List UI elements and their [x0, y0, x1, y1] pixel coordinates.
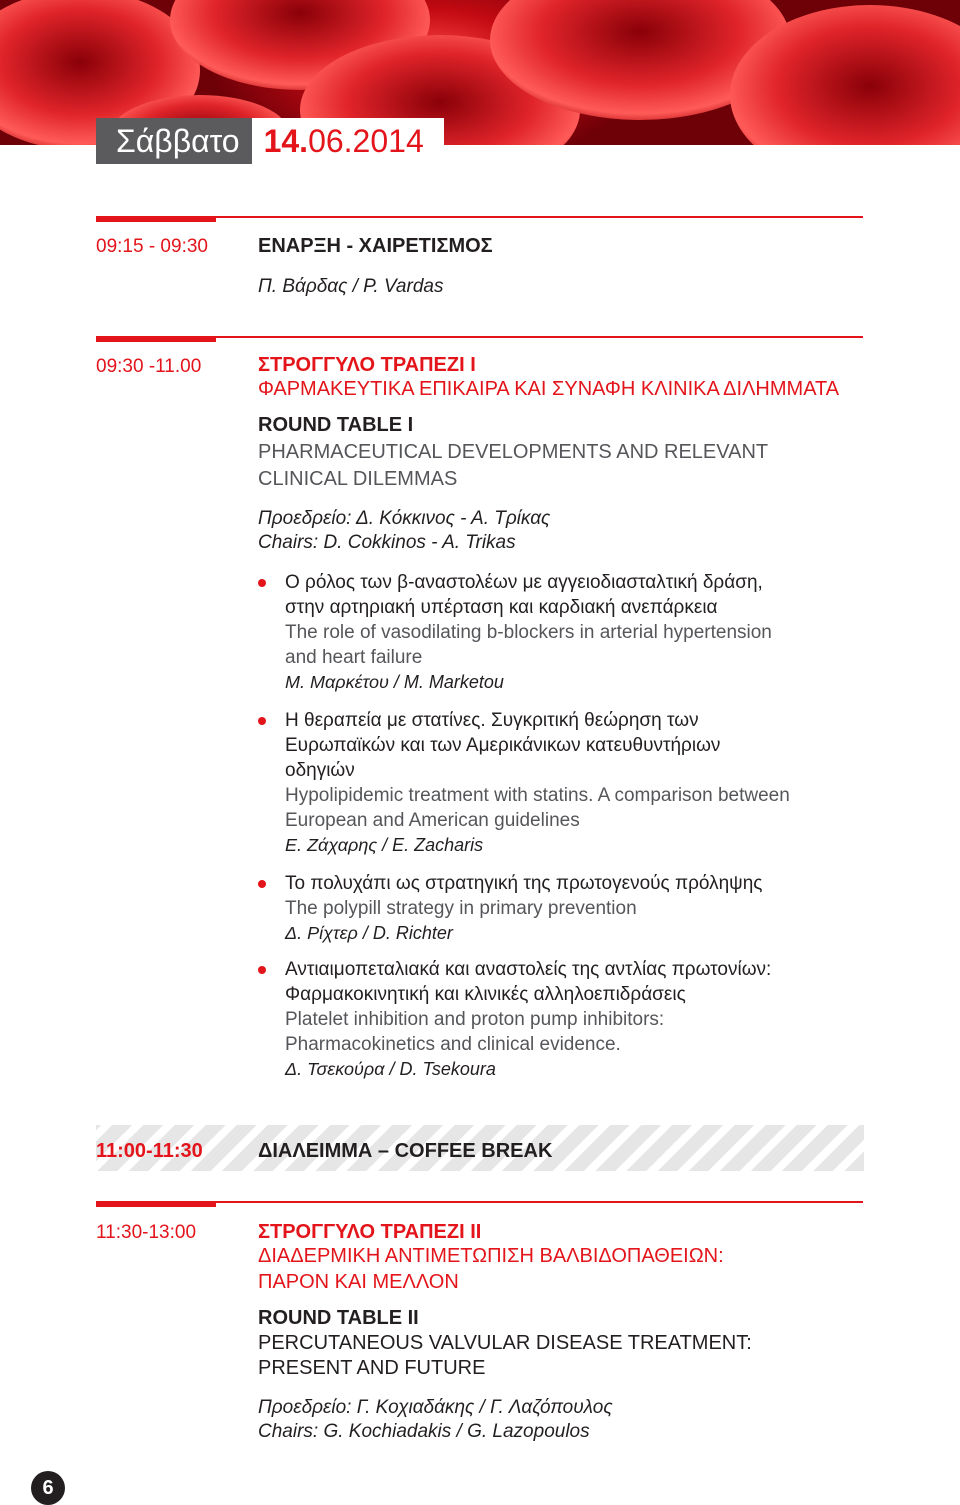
talk-item: [285, 957, 885, 1082]
opening-title: ΕΝΑΡΞΗ - ΧΑΙΡΕΤΙΣΜΟΣ: [258, 235, 493, 257]
round-table-2-subtitle-en-line1: PERCUTANEOUS VALVULAR DISEASE TREATMENT:: [258, 1332, 752, 1354]
round-table-2-chairs-en: Chairs: G. Kochiadakis / G. Lazopoulos: [258, 1421, 590, 1442]
section-rule: [216, 216, 863, 218]
bullet-icon: [258, 579, 266, 587]
date-rest-part: 06.2014: [308, 123, 424, 159]
coffee-break-label: ΔΙΑΛΕΙΜΜΑ – COFFEE BREAK: [258, 1140, 553, 1162]
date-banner: [96, 118, 444, 164]
talk-title-gr: Αντιαιμοπεταλιακά και αναστολείς της αντλίας πρωτονίων:: [285, 959, 772, 980]
talk-title-en: Hypolipidemic treatment with statins. A comparison between: [285, 785, 790, 806]
section-rule-accent: [96, 336, 216, 342]
coffee-break-time: 11:00-11:30: [96, 1140, 203, 1162]
talk-title-gr: Η θεραπεία με στατίνες. Συγκριτική θεώρηση των: [285, 710, 699, 731]
round-table-2-subtitle-gr-line1: ΔΙΑΔΕΡΜΙΚΗ ΑΝΤΙΜΕΤΩΠΙΣΗ ΒΑΛΒΙΔΟΠΑΘΕΙΩΝ:: [258, 1245, 724, 1267]
coffee-break-banner: [96, 1125, 864, 1171]
talk-item: [285, 708, 885, 858]
round-table-1-chairs-en: Chairs: D. Cokkinos - A. Trikas: [258, 532, 516, 553]
round-table-2-subtitle-gr-line2: ΠΑΡΟΝ ΚΑΙ ΜΕΛΛΟΝ: [258, 1271, 459, 1293]
talk-item: [285, 570, 885, 695]
talk-title-gr: Το πολυχάπι ως στρατηγική της πρωτογενούς πρόληψης: [285, 873, 763, 894]
round-table-1-subtitle-en-line2: CLINICAL DILEMMAS: [258, 468, 458, 490]
round-table-1-subtitle-gr: ΦΑΡΜΑΚΕΥΤΙΚΑ ΕΠΙΚΑΙΡΑ ΚΑΙ ΣΥΝΑΦΗ ΚΛΙΝΙΚΑ ΔΙΛΗΜΜΑΤΑ: [258, 378, 840, 400]
round-table-2-time: 11:30-13:00: [96, 1222, 197, 1243]
opening-time: 09:15 - 09:30: [96, 236, 208, 257]
round-table-1-title-en: ROUND TABLE I: [258, 414, 414, 436]
round-table-1-time: 09:30 -11.00: [96, 356, 202, 377]
round-table-2-title-en: ROUND TABLE II: [258, 1307, 419, 1329]
section-rule-accent: [96, 1201, 216, 1207]
talk-title-gr: οδηγιών: [285, 760, 355, 781]
round-table-1-title-gr: ΣΤΡΟΓΓΥΛΟ ΤΡΑΠΕΖΙ Ι: [258, 354, 476, 376]
round-table-1-subtitle-en-line1: PHARMACEUTICAL DEVELOPMENTS AND RELEVANT: [258, 441, 769, 463]
talk-speaker: Ε. Ζάχαρης / E. Zacharis: [285, 835, 484, 855]
talk-title-en: European and American guidelines: [285, 810, 580, 831]
talk-item: [285, 871, 885, 946]
day-label: Σάββατο: [96, 118, 252, 164]
talk-title-gr: Ευρωπαϊκών και των Αμερικάνικων κατευθυντήριων: [285, 735, 721, 756]
round-table-1-chairs-gr: Προεδρείο: Δ. Κόκκινος - Α. Τρίκας: [258, 508, 551, 529]
talk-speaker: Δ. Ρίχτερ / D. Richter: [285, 923, 453, 943]
talk-speaker: Μ. Μαρκέτου / M. Marketou: [285, 672, 504, 692]
talk-title-gr: Ο ρόλος των β-αναστολέων με αγγειοδιασταλτική δράση,: [285, 572, 763, 593]
section-rule: [216, 336, 863, 338]
talk-title-gr: Φαρμακοκινητική και κλινικές αλληλοεπιδράσεις: [285, 984, 686, 1005]
talk-title-en: Platelet inhibition and proton pump inhibitors:: [285, 1009, 665, 1030]
talk-title-en: The role of vasodilating b-blockers in arterial hypertension: [285, 622, 772, 643]
talk-title-en: Pharmacokinetics and clinical evidence.: [285, 1034, 621, 1055]
talk-title-gr: στην αρτηριακή υπέρταση και καρδιακή ανεπάρκεια: [285, 597, 718, 618]
bullet-icon: [258, 717, 266, 725]
section-rule: [216, 1201, 863, 1203]
section-rule-accent: [96, 216, 216, 222]
round-table-2-title-gr: ΣΤΡΟΓΓΥΛΟ ΤΡΑΠΕΖΙ ΙΙ: [258, 1221, 482, 1243]
round-table-2-chairs-gr: Προεδρείο: Γ. Κοχιαδάκης / Γ. Λαζόπουλος: [258, 1397, 613, 1418]
date-day-part: 14.: [263, 123, 309, 159]
talk-title-en: and heart failure: [285, 647, 423, 668]
round-table-2-subtitle-en-line2: PRESENT AND FUTURE: [258, 1357, 486, 1379]
page-number: 6: [31, 1471, 65, 1505]
talk-title-en: The polypill strategy in primary prevention: [285, 898, 637, 919]
bullet-icon: [258, 880, 266, 888]
opening-speaker: Π. Βάρδας / P. Vardas: [258, 276, 444, 297]
talk-speaker: Δ. Τσεκούρα / D. Tsekoura: [285, 1059, 496, 1079]
bullet-icon: [258, 966, 266, 974]
date-label: [252, 118, 444, 164]
